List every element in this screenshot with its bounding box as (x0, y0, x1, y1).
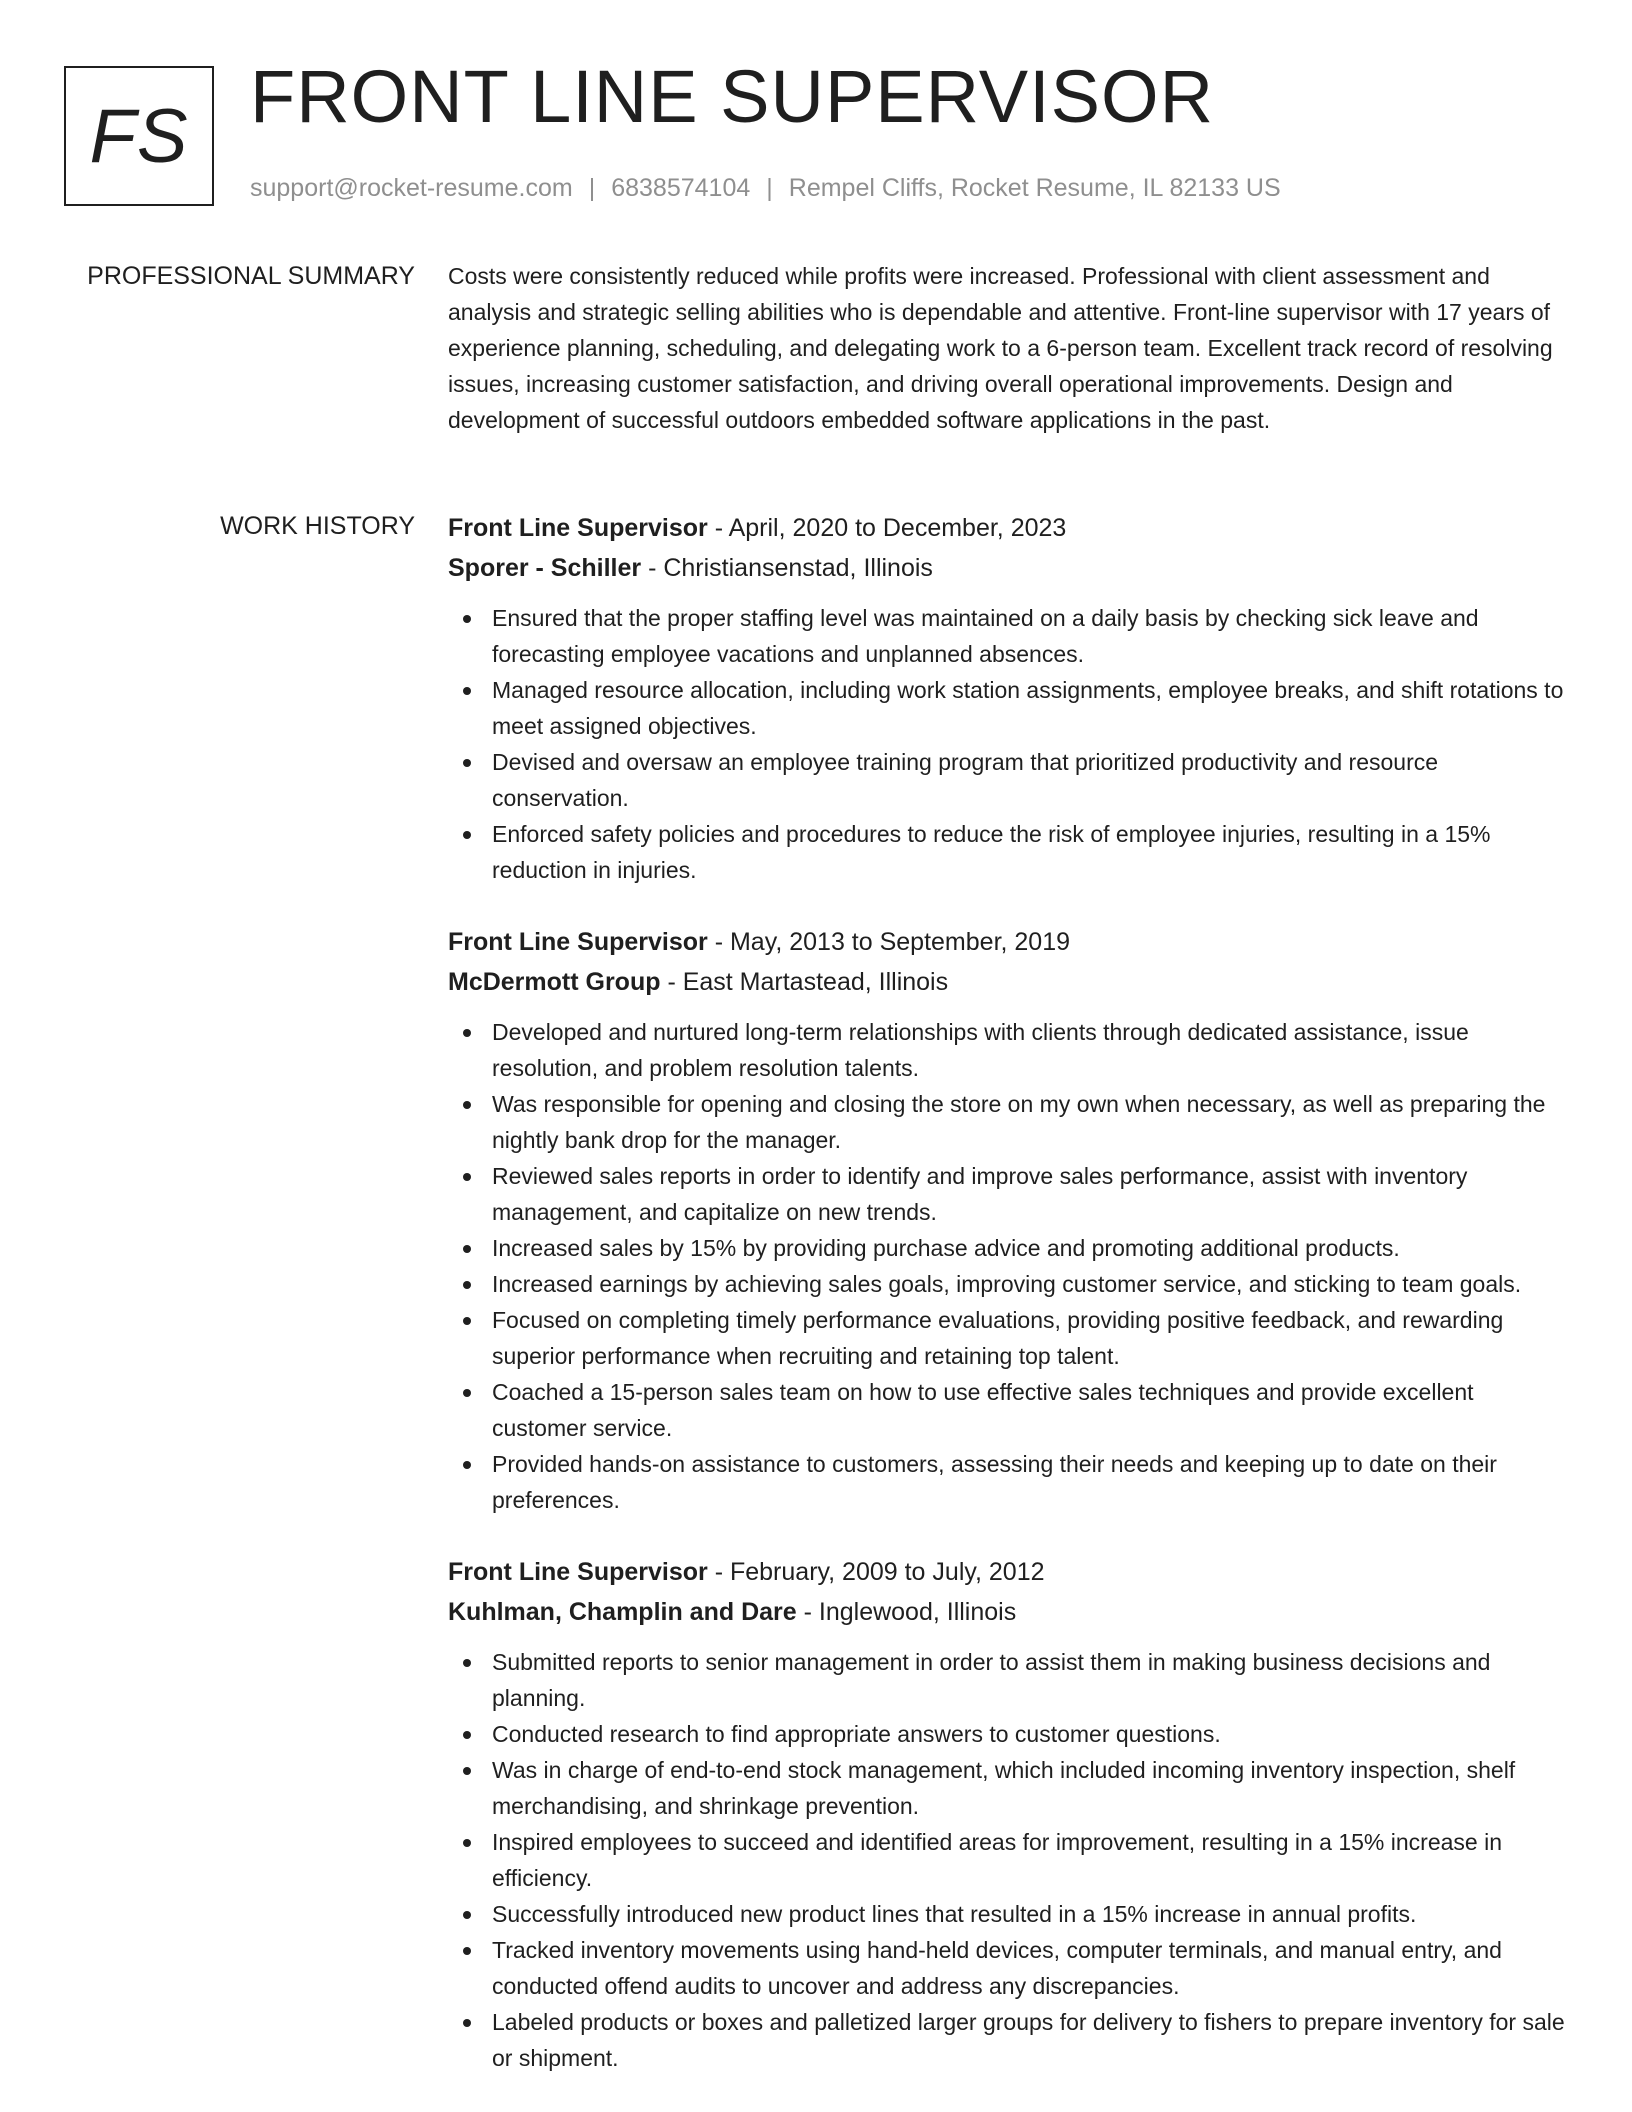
job-company-line (448, 1592, 1573, 1632)
job-duty-item: Was responsible for opening and closing the store on my own when necessary, as well as preparing the nightly bank drop for the manager. (448, 1086, 1573, 1158)
job-duties-list (448, 1014, 1573, 1518)
job-company: Kuhlman, Champlin and Dare (448, 1598, 797, 1626)
job-company: Sporer - Schiller (448, 554, 642, 582)
work-history-heading: WORK HISTORY (220, 512, 415, 540)
job-duties-list (448, 1644, 1573, 2076)
job-title-line (448, 1552, 1573, 1592)
job-duty-item: Submitted reports to senior management in order to assist them in making business decisions and planning. (448, 1644, 1573, 1716)
job-duty-item: Inspired employees to succeed and identified areas for improvement, resulting in a 15% increase in efficiency. (448, 1824, 1573, 1896)
job-company: McDermott Group (448, 968, 661, 996)
job-company-line (448, 962, 1573, 1002)
job-entry (448, 1552, 1573, 2076)
job-company-line (448, 548, 1573, 588)
job-dates: - April, 2020 to December, 2023 (707, 514, 1067, 542)
job-title: Front Line Supervisor (448, 1558, 708, 1586)
job-location: - Inglewood, Illinois (796, 1598, 1017, 1626)
job-duty-item: Successfully introduced new product lines that resulted in a 15% increase in annual profits. (448, 1896, 1573, 1932)
job-duty-item: Was in charge of end-to-end stock management, which included incoming inventory inspection, shelf merchandising, and shrinkage prevention. (448, 1752, 1573, 1824)
job-entry (448, 508, 1573, 888)
summary-text: Costs were consistently reduced while profits were increased. Professional with client assessment and analysis and strategic selling abilities who is dependable and attentive. Front-line supervisor with 17 years of experience planning, scheduling, and delegating work to a 6-person team. Excellent track record of resolving issues, increasing customer satisfaction, and driving overall operational improvements. Design and development of successful outdoors embedded software applications in the past. (448, 263, 1553, 433)
job-duty-item: Developed and nurtured long-term relationships with clients through dedicated assistance, issue resolution, and problem resolution talents. (448, 1014, 1573, 1086)
job-dates: - May, 2013 to September, 2019 (707, 928, 1071, 956)
job-duty-item: Enforced safety policies and procedures to reduce the risk of employee injuries, resulting in a 15% reduction in injuries. (448, 816, 1573, 888)
job-duty-item: Coached a 15-person sales team on how to use effective sales techniques and provide excellent customer service. (448, 1374, 1573, 1446)
job-location: - Christiansenstad, Illinois (641, 554, 933, 582)
job-title-line (448, 508, 1573, 548)
job-entry (448, 922, 1573, 1518)
contact-line (250, 174, 1281, 203)
job-duties-list (448, 600, 1573, 888)
summary-heading: PROFESSIONAL SUMMARY (87, 262, 415, 290)
job-dates: - February, 2009 to July, 2012 (707, 1558, 1045, 1586)
job-title-line (448, 922, 1573, 962)
job-duty-item: Tracked inventory movements using hand-held devices, computer terminals, and manual entry, and conducted offend audits to uncover and address any discrepancies. (448, 1932, 1573, 2004)
job-title: Front Line Supervisor (448, 514, 708, 542)
job-duty-item: Labeled products or boxes and palletized larger groups for delivery to fishers to prepare inventory for sale or shipment. (448, 2004, 1573, 2076)
work-history-body (448, 508, 1573, 2110)
summary-body (448, 258, 1573, 438)
monogram-text: FS (89, 93, 189, 179)
job-duty-item: Managed resource allocation, including work station assignments, employee breaks, and shift rotations to meet assigned objectives. (448, 672, 1573, 744)
contact-address: Rempel Cliffs, Rocket Resume, IL 82133 US (788, 174, 1281, 202)
job-duty-item: Provided hands-on assistance to customers, assessing their needs and keeping up to date on their preferences. (448, 1446, 1573, 1518)
contact-separator: | (766, 174, 773, 202)
job-duty-item: Ensured that the proper staffing level was maintained on a daily basis by checking sick leave and forecasting employee vacations and unplanned absences. (448, 600, 1573, 672)
contact-email[interactable]: support@rocket-resume.com (250, 174, 573, 202)
job-duty-item: Conducted research to find appropriate answers to customer questions. (448, 1716, 1573, 1752)
contact-separator: | (588, 174, 596, 202)
job-duty-item: Increased earnings by achieving sales goals, improving customer service, and sticking to team goals. (448, 1266, 1573, 1302)
job-duty-item: Focused on completing timely performance evaluations, providing positive feedback, and rewarding superior performance when recruiting and retaining top talent. (448, 1302, 1573, 1374)
job-duty-item: Devised and oversaw an employee training program that prioritized productivity and resource conservation. (448, 744, 1573, 816)
job-location: - East Martastead, Illinois (660, 968, 949, 996)
job-duty-item: Increased sales by 15% by providing purchase advice and promoting additional products. (448, 1230, 1573, 1266)
job-title: Front Line Supervisor (448, 928, 708, 956)
resume-title: FRONT LINE SUPERVISOR (250, 55, 1215, 138)
contact-phone[interactable]: 6838574104 (611, 174, 751, 202)
monogram-badge (64, 66, 214, 206)
job-duty-item: Reviewed sales reports in order to identify and improve sales performance, assist with inventory management, and capitalize on new trends. (448, 1158, 1573, 1230)
